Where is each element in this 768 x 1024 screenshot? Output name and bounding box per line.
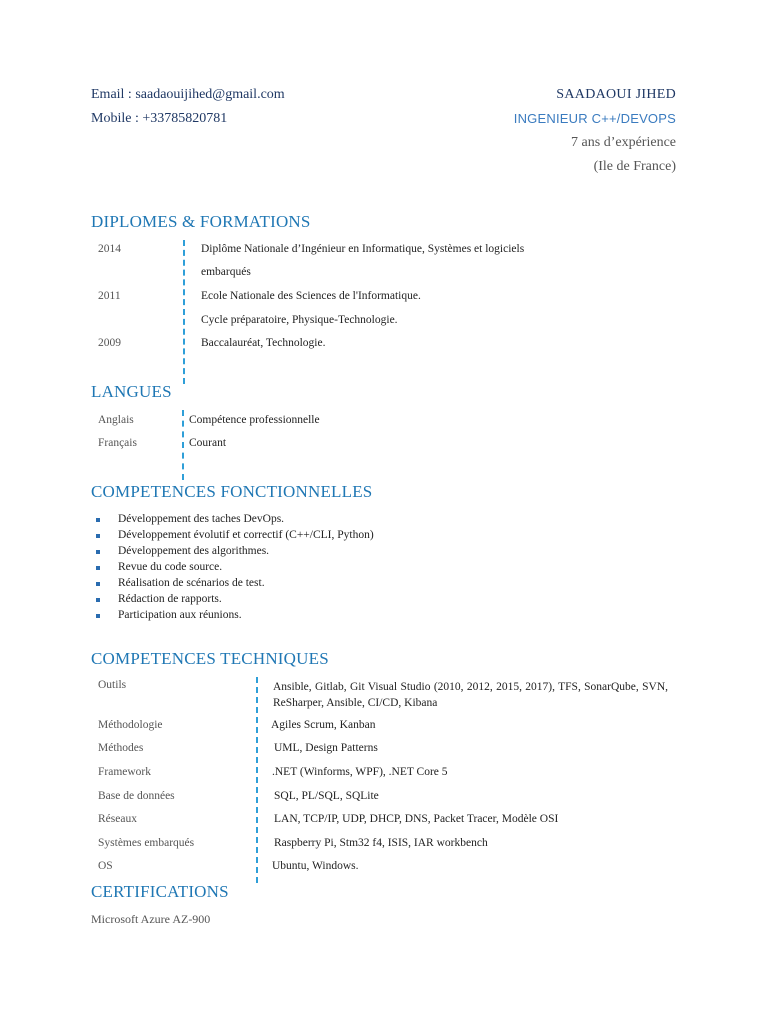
bullet-icon (96, 566, 100, 570)
bullet-icon (96, 582, 100, 586)
skill-value: Agiles Scrum, Kanban (271, 719, 376, 731)
section-title-langues: LANGUES (91, 382, 172, 401)
timeline-divider (183, 240, 185, 384)
job-title: INGENIEUR C++/DEVOPS (513, 111, 676, 126)
diploma-year: 2009 (98, 337, 121, 349)
section-title-techniques: COMPETENCES TECHNIQUES (91, 649, 329, 668)
diploma-line: Diplôme Nationale d’Ingénieur en Informatique, Systèmes et logiciels (201, 243, 525, 255)
skill-value: Raspberry Pi, Stm32 f4, ISIS, IAR workbench (274, 837, 488, 849)
diploma-line: embarqués (201, 266, 251, 278)
skill-value: .NET (Winforms, WPF), .NET Core 5 (272, 766, 448, 778)
bullet-icon (96, 614, 100, 618)
skill-label: Méthodes (98, 742, 144, 754)
timeline-divider (182, 410, 184, 480)
diploma-line: Ecole Nationale des Sciences de l'Informatique. (201, 290, 421, 302)
skill-label: Méthodologie (98, 719, 163, 731)
list-item: Développement des algorithmes. (118, 545, 270, 557)
skill-label: Base de données (98, 790, 175, 802)
bullet-icon (96, 598, 100, 602)
list-item: Développement des taches DevOps. (118, 513, 285, 525)
mobile-line: Mobile : +33785820781 (91, 111, 228, 126)
skill-label: Outils (98, 679, 127, 691)
skill-value: Ubuntu, Windows. (272, 860, 359, 872)
section-title-fonctionnelles: COMPETENCES FONCTIONNELLES (91, 482, 373, 501)
list-item: Réalisation de scénarios de test. (118, 577, 265, 589)
diploma-year: 2014 (98, 243, 121, 255)
experience: 7 ans d’expérience (571, 135, 676, 150)
diploma-line: Cycle préparatoire, Physique-Technologie. (201, 314, 398, 326)
skill-value: LAN, TCP/IP, UDP, DHCP, DNS, Packet Tracer, Modèle OSI (274, 813, 559, 825)
language-level: Compétence professionnelle (189, 414, 320, 426)
diploma-year: 2011 (98, 290, 121, 302)
list-item: Participation aux réunions. (118, 609, 242, 621)
language-name: Anglais (98, 414, 134, 426)
diploma-line: Baccalauréat, Technologie. (201, 337, 326, 349)
skill-label: Systèmes embarqués (98, 837, 195, 849)
section-title-certifications: CERTIFICATIONS (91, 882, 229, 901)
skill-value: UML, Design Patterns (274, 742, 378, 754)
skill-label: Réseaux (98, 813, 137, 825)
skill-label: Framework (98, 766, 152, 778)
bullet-icon (96, 534, 100, 538)
list-item: Revue du code source. (118, 561, 223, 573)
language-name: Français (98, 437, 137, 449)
skill-label: OS (98, 860, 113, 872)
list-item: Développement évolutif et correctif (C++/CLI, Python) (118, 529, 374, 541)
candidate-name: SAADAOUI JIHED (556, 87, 676, 102)
language-level: Courant (189, 437, 227, 449)
bullet-icon (96, 550, 100, 554)
section-title-diplomes: DIPLOMES & FORMATIONS (91, 212, 311, 231)
location: (Ile de France) (593, 159, 676, 174)
email-line: Email : saadaouijihed@gmail.com (91, 87, 285, 102)
certification-item: Microsoft Azure AZ-900 (91, 912, 211, 926)
skill-value: SQL, PL/SQL, SQLite (274, 790, 379, 802)
skill-value: Ansible, Gitlab, Git Visual Studio (2010, 2012, 2015, 2017), TFS, SonarQube, SVN, ReSharper, Ansible, CI/CD, Kibana (273, 681, 668, 709)
timeline-divider (256, 677, 258, 883)
bullet-icon (96, 518, 100, 522)
list-item: Rédaction de rapports. (118, 593, 222, 605)
